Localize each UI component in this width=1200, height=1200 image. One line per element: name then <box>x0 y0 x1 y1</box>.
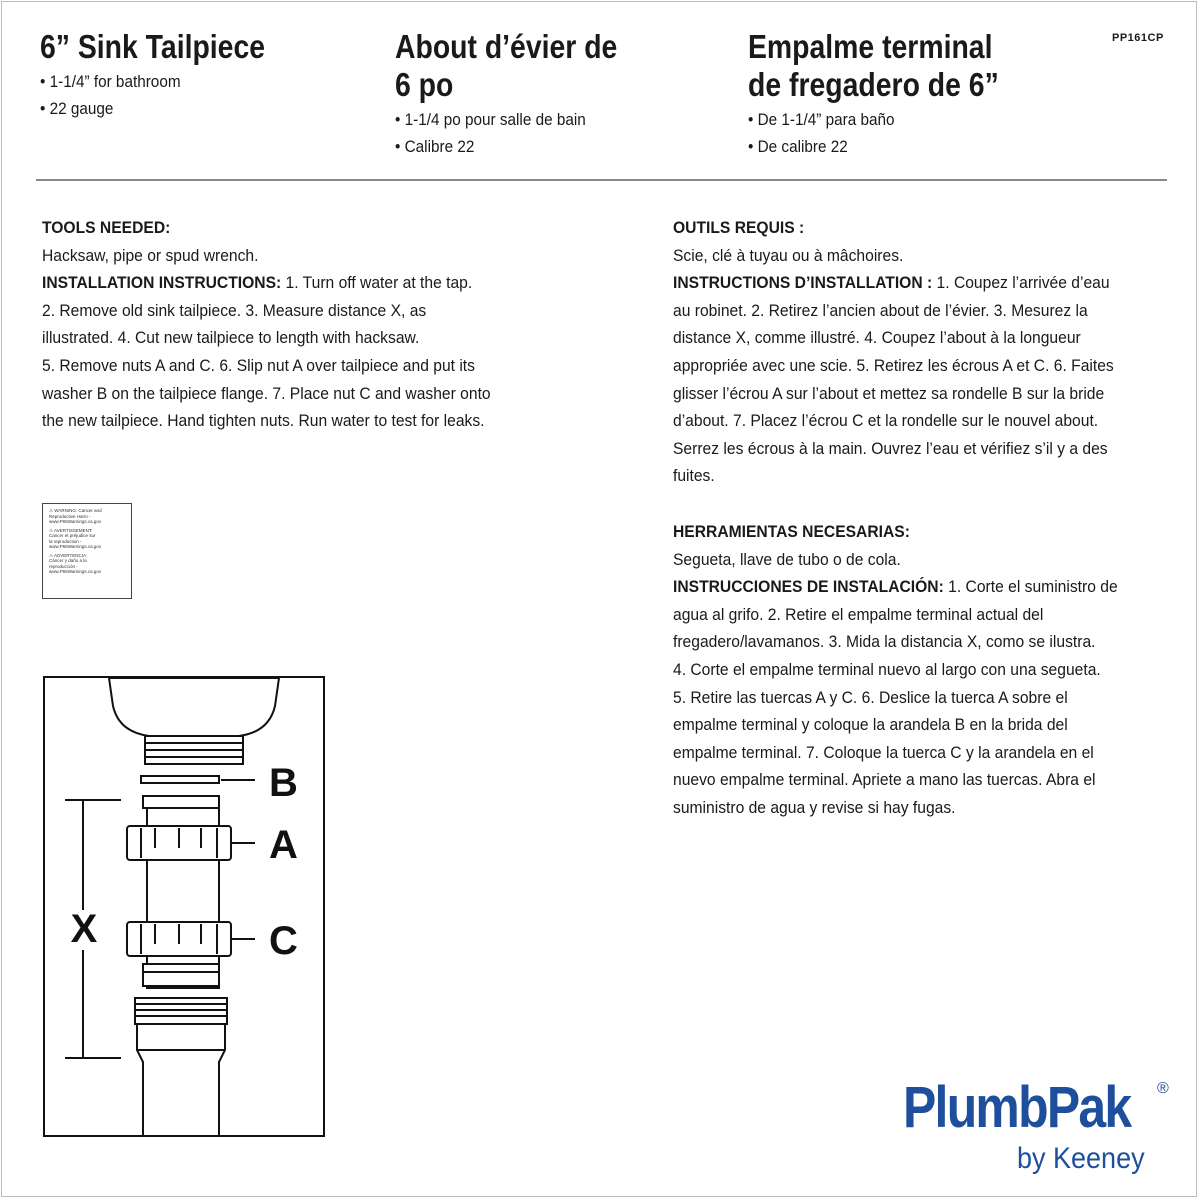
bullet-gauge-french: • Calibre 22 <box>395 137 475 156</box>
install-line-spanish: suministro de agua y revise si hay fugas. <box>673 797 956 817</box>
bullet-size-french: • 1-1/4 po pour salle de bain <box>395 110 586 129</box>
header-french <box>395 28 654 160</box>
brand-name: PlumbPak <box>903 1075 1131 1140</box>
title-spanish-line2: de fregadero de 6” <box>748 66 999 103</box>
tailpiece-flange <box>143 796 219 808</box>
install-line-spanish: 5. Retire las tuercas A y C. 6. Deslice la tuerca A sobre el <box>673 687 1068 707</box>
english-instructions <box>42 214 602 435</box>
warning-line: ⚠ AVERTISSEMENT: <box>49 527 93 533</box>
warning-line: la reproduction - <box>49 538 82 544</box>
install-line-english: 5. Remove nuts A and C. 6. Slip nut A over tailpiece and put its <box>42 355 475 375</box>
label-b: B <box>269 761 298 805</box>
install-line-english <box>42 269 557 297</box>
warning-line: Cancer et préjudice sur <box>49 533 96 538</box>
install-text-spanish: 1. Corte el suministro de <box>943 577 1118 597</box>
product-code: PP161CP <box>1112 32 1164 44</box>
label-x: X <box>70 907 98 951</box>
title-french-line1: About d’évier de <box>395 28 618 65</box>
header-english <box>40 28 302 122</box>
install-line-french: Serrez les écrous à la main. Ouvrez l’eau et vérifiez s’il y a des <box>673 438 1108 458</box>
tools-text-spanish: Segueta, llave de tubo o de cola. <box>673 549 901 569</box>
tools-text-french: Scie, clé à tuyau ou à mâchoires. <box>673 245 904 265</box>
header-spanish <box>748 28 1040 160</box>
install-line-english: washer B on the tailpiece flange. 7. Place nut C and washer onto <box>42 383 491 403</box>
tools-text-english: Hacksaw, pipe or spud wrench. <box>42 245 259 265</box>
warning-line: Reproductive Harm - <box>49 513 91 519</box>
spanish-instructions <box>673 518 1173 822</box>
plumbpak-logo <box>903 1075 1169 1175</box>
warning-line: www.P65Warnings.ca.gov <box>49 544 102 549</box>
install-line-french: fuites. <box>673 466 715 486</box>
install-label-english: INSTALLATION INSTRUCTIONS: <box>42 273 282 293</box>
tools-label-english: TOOLS NEEDED: <box>42 218 171 237</box>
warning-line: reproducción - <box>49 563 78 569</box>
bullet-size-spanish: • De 1-1/4” para baño <box>748 110 895 129</box>
tools-label-spanish: HERRAMIENTAS NECESARIAS: <box>673 522 910 541</box>
install-line-spanish: nuevo empalme terminal. Apriete a mano las tuercas. Abra el <box>673 770 1096 790</box>
bullet-gauge-english: • 22 gauge <box>40 99 114 118</box>
title-english: 6” Sink Tailpiece <box>40 28 266 65</box>
warning-line: www.P65Warnings.ca.gov <box>49 519 102 524</box>
warning-line: ⚠ WARNING: Cancer and <box>49 508 102 513</box>
label-a: A <box>269 823 298 867</box>
tools-label-french: OUTILS REQUIS : <box>673 218 805 237</box>
install-line-french: au robinet. 2. Retirez l’ancien about de l’évier. 3. Mesurez la <box>673 300 1088 320</box>
install-line-spanish: 4. Corte el empalme terminal nuevo al largo con una segueta. <box>673 659 1101 679</box>
install-text-english: 1. Turn off water at the tap. <box>281 273 473 293</box>
registered-mark: ® <box>1157 1080 1169 1097</box>
header-divider <box>36 179 1167 181</box>
sink-basin <box>109 678 279 736</box>
install-line-french: appropriée avec une scie. 5. Retirez les écrous A et C. 6. Faites <box>673 355 1114 375</box>
install-label-spanish: INSTRUCCIONES DE INSTALACIÓN: <box>673 577 944 597</box>
install-line-english: 2. Remove old sink tailpiece. 3. Measure distance X, as <box>42 300 427 320</box>
washer-b <box>141 776 219 783</box>
french-instructions <box>673 214 1173 490</box>
install-line-spanish: empalme terminal. 7. Coloque la tuerca C y la arandela en el <box>673 742 1094 762</box>
install-line-spanish: agua al grifo. 2. Retire el empalme terminal actual del <box>673 604 1044 624</box>
prop65-warning-label <box>42 503 132 599</box>
slip-washer <box>143 964 219 986</box>
brand-tagline: by Keeney <box>1017 1142 1145 1175</box>
bullet-size-english: • 1-1/4” for bathroom <box>40 72 181 91</box>
tailpiece-diagram <box>43 676 325 1137</box>
bullet-gauge-spanish: • De calibre 22 <box>748 137 848 156</box>
install-line-spanish: empalme terminal y coloque la arandela B en la brida del <box>673 715 1068 735</box>
install-line-french: d’about. 7. Placez l’écrou C et la rondelle sur le nouvel about. <box>673 411 1099 431</box>
install-line-french <box>673 269 1133 297</box>
warning-line: Cáncer y daño a la <box>49 558 87 563</box>
install-label-french: INSTRUCTIONS D’INSTALLATION : <box>673 273 933 293</box>
warning-line: ⚠ ADVERTENCIA: <box>49 552 88 558</box>
install-line-english: the new tailpiece. Hand tighten nuts. Run water to test for leaks. <box>42 411 485 431</box>
install-line-french: distance X, comme illustré. 4. Coupez l’about à la longueur <box>673 328 1081 348</box>
title-french-line2: 6 po <box>395 66 454 103</box>
install-line-english: illustrated. 4. Cut new tailpiece to length with hacksaw. <box>42 328 420 348</box>
warning-line: www.P65Warnings.ca.gov <box>49 569 102 574</box>
title-spanish-line1: Empalme terminal <box>748 28 993 65</box>
install-line-spanish <box>673 573 1133 601</box>
label-c: C <box>269 919 298 963</box>
install-text-french: 1. Coupez l’arrivée d’eau <box>932 273 1110 293</box>
install-line-french: glisser l’écrou A sur l’about et mettez sa rondelle B sur la bride <box>673 383 1105 403</box>
install-line-spanish: fregadero/lavamanos. 3. Mida la distancia X, como se ilustra. <box>673 632 1096 652</box>
